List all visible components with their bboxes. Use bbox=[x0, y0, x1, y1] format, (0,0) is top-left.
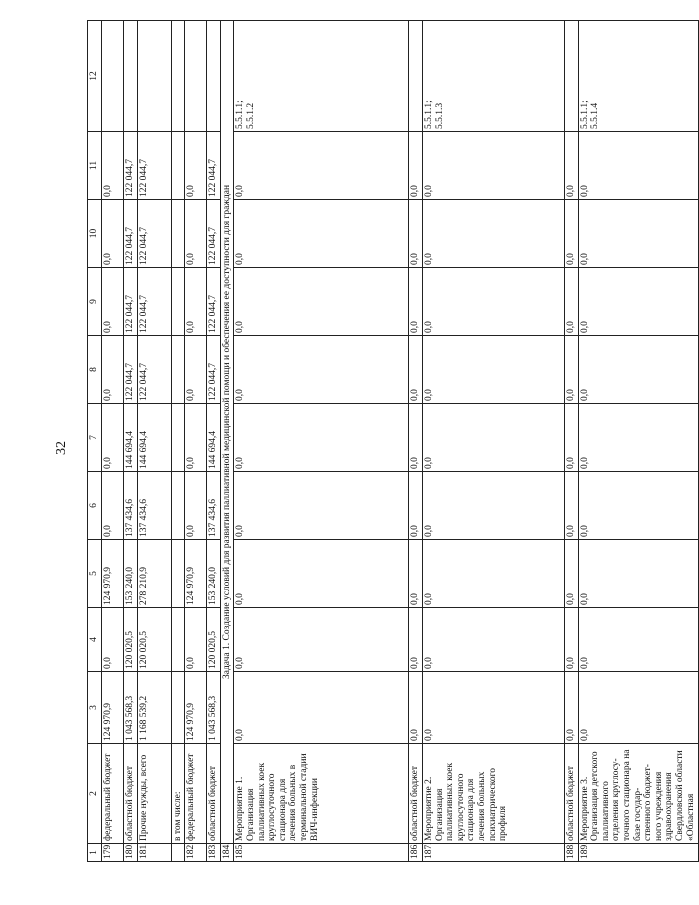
header-cell: 7 bbox=[88, 404, 102, 472]
value-cell: 137 434,6 bbox=[207, 472, 221, 540]
table-body bbox=[88, 21, 699, 862]
row-number-cell bbox=[171, 844, 185, 862]
value-cell: 0,0 bbox=[564, 404, 578, 472]
header-cell: 4 bbox=[88, 608, 102, 672]
value-cell: 0,0 bbox=[422, 268, 564, 336]
value-cell: 0,0 bbox=[564, 268, 578, 336]
value-cell: 0,0 bbox=[564, 200, 578, 268]
value-cell bbox=[171, 472, 185, 540]
ref-cell bbox=[207, 21, 221, 132]
ref-cell bbox=[409, 21, 423, 132]
value-cell: 122 044,7 bbox=[124, 132, 138, 200]
value-cell: 0,0 bbox=[422, 336, 564, 404]
page-number: 32 bbox=[54, 441, 69, 455]
value-cell bbox=[171, 540, 185, 608]
value-cell: 0,0 bbox=[102, 132, 124, 200]
value-cell: 0,0 bbox=[578, 404, 698, 472]
row-number-cell: 184. bbox=[220, 844, 234, 862]
table-row bbox=[207, 21, 221, 862]
value-cell: 122 044,7 bbox=[137, 268, 171, 336]
value-cell: 0,0 bbox=[234, 540, 409, 608]
value-cell: 122 044,7 bbox=[207, 132, 221, 200]
row-name-cell: федеральный бюджет bbox=[102, 744, 124, 844]
value-cell: 0,0 bbox=[409, 608, 423, 672]
ref-cell bbox=[102, 21, 124, 132]
ref-item: 5.5.1.1; bbox=[423, 100, 434, 129]
table-row bbox=[185, 21, 207, 862]
value-cell: 0,0 bbox=[409, 268, 423, 336]
value-cell: 0,0 bbox=[564, 132, 578, 200]
value-cell: 0,0 bbox=[409, 200, 423, 268]
row-number-cell: 180. bbox=[124, 844, 138, 862]
row-name-cell: Прочие нужды, всего bbox=[137, 744, 171, 844]
row-name-cell: областной бюджет bbox=[124, 744, 138, 844]
measure-name-cell: областной бюджет bbox=[564, 744, 578, 844]
value-cell bbox=[171, 336, 185, 404]
row-name-cell: областной бюджет bbox=[207, 744, 221, 844]
value-cell: 144 694,4 bbox=[124, 404, 138, 472]
row-number-cell: 187. bbox=[422, 844, 564, 862]
header-cell: 6 bbox=[88, 472, 102, 540]
value-cell: 124 970,9 bbox=[102, 672, 124, 744]
value-cell: 0,0 bbox=[564, 608, 578, 672]
value-cell: 0,0 bbox=[564, 472, 578, 540]
row-number-cell: 181. bbox=[137, 844, 171, 862]
value-cell bbox=[171, 404, 185, 472]
value-cell: 0,0 bbox=[422, 132, 564, 200]
value-cell: 0,0 bbox=[102, 336, 124, 404]
ref-cell bbox=[422, 21, 564, 132]
value-cell: 0,0 bbox=[564, 672, 578, 744]
measure-name-cell: Мероприятие 1. Организация паллиативных коек круглосуточного стационара для лечения больных в терминальной стадии ВИЧ-инфекции bbox=[234, 744, 409, 844]
value-cell: 0,0 bbox=[409, 336, 423, 404]
value-cell: 0,0 bbox=[578, 132, 698, 200]
row-number-cell: 183. bbox=[207, 844, 221, 862]
value-cell: 0,0 bbox=[185, 132, 207, 200]
value-cell: 1 168 539,2 bbox=[137, 672, 171, 744]
ref-cell bbox=[185, 21, 207, 132]
ref-item: 5.5.1.1; bbox=[235, 100, 246, 129]
value-cell: 0,0 bbox=[409, 472, 423, 540]
row-number-cell: 188. bbox=[564, 844, 578, 862]
header-cell: 9 bbox=[88, 268, 102, 336]
value-cell: 0,0 bbox=[234, 200, 409, 268]
value-cell: 122 044,7 bbox=[137, 200, 171, 268]
ref-cell bbox=[564, 21, 578, 132]
value-cell: 122 044,7 bbox=[124, 200, 138, 268]
value-cell: 0,0 bbox=[578, 608, 698, 672]
row-number-cell: 179. bbox=[102, 844, 124, 862]
value-cell: 0,0 bbox=[234, 404, 409, 472]
ref-cell bbox=[137, 21, 171, 132]
header-row bbox=[88, 21, 102, 862]
value-cell: 0,0 bbox=[234, 672, 409, 744]
value-cell: 122 044,7 bbox=[124, 336, 138, 404]
value-cell: 124 970,9 bbox=[102, 540, 124, 608]
value-cell: 122 044,7 bbox=[207, 200, 221, 268]
table-row bbox=[171, 21, 185, 862]
value-cell: 0,0 bbox=[185, 608, 207, 672]
budget-table bbox=[87, 20, 699, 862]
value-cell: 0,0 bbox=[564, 336, 578, 404]
value-cell bbox=[171, 200, 185, 268]
value-cell bbox=[171, 608, 185, 672]
table-row bbox=[102, 21, 124, 862]
value-cell: 0,0 bbox=[578, 672, 698, 744]
value-cell: 1 043 568,3 bbox=[207, 672, 221, 744]
value-cell: 122 044,7 bbox=[137, 336, 171, 404]
header-cell: 3 bbox=[88, 672, 102, 744]
value-cell: 0,0 bbox=[422, 404, 564, 472]
ref-cell bbox=[171, 21, 185, 132]
row-number-cell: 186. bbox=[409, 844, 423, 862]
value-cell: 120 020,5 bbox=[124, 608, 138, 672]
row-number-cell: 182. bbox=[185, 844, 207, 862]
header-cell: 8 bbox=[88, 336, 102, 404]
measure-name-cell: областной бюджет bbox=[409, 744, 423, 844]
value-cell: 122 044,7 bbox=[137, 132, 171, 200]
value-cell: 0,0 bbox=[234, 336, 409, 404]
value-cell: 0,0 bbox=[409, 672, 423, 744]
ref-item: 5.5.1.1; bbox=[579, 100, 590, 129]
ref-item: 5.5.1.4 bbox=[590, 102, 601, 129]
value-cell bbox=[171, 268, 185, 336]
row-name-cell: в том числе: bbox=[171, 744, 185, 844]
value-cell: 0,0 bbox=[422, 540, 564, 608]
value-cell: 120 020,5 bbox=[207, 608, 221, 672]
ref-cell bbox=[578, 21, 698, 132]
measure-name-cell: Мероприятие 3. Организация детского паллиативного отделения круглосу- точного стационара на базе государ- ственного бюджет- ного учреждения здравоохранения Свердловской области «Областная bbox=[578, 744, 698, 844]
value-cell: 137 434,6 bbox=[124, 472, 138, 540]
ref-item: 5.5.1.3 bbox=[434, 102, 445, 129]
value-cell: 124 970,9 bbox=[185, 672, 207, 744]
row-name-cell: федеральный бюджет bbox=[185, 744, 207, 844]
task-row bbox=[220, 21, 234, 862]
header-cell: 1 bbox=[88, 844, 102, 862]
table-row bbox=[137, 21, 171, 862]
ref-item: 5.5.1.2 bbox=[245, 102, 256, 129]
header-cell: 10 bbox=[88, 200, 102, 268]
header-cell: 2 bbox=[88, 744, 102, 844]
value-cell: 0,0 bbox=[234, 608, 409, 672]
header-cell: 12 bbox=[88, 21, 102, 132]
value-cell: 0,0 bbox=[102, 472, 124, 540]
value-cell: 1 043 568,3 bbox=[124, 672, 138, 744]
header-cell: 5 bbox=[88, 540, 102, 608]
value-cell: 144 694,4 bbox=[137, 404, 171, 472]
measure-row bbox=[234, 21, 409, 862]
measure-row bbox=[422, 21, 564, 862]
value-cell: 0,0 bbox=[578, 472, 698, 540]
value-cell: 0,0 bbox=[185, 200, 207, 268]
value-cell: 144 694,4 bbox=[207, 404, 221, 472]
value-cell: 0,0 bbox=[102, 200, 124, 268]
value-cell bbox=[171, 672, 185, 744]
value-cell: 278 210,9 bbox=[137, 540, 171, 608]
value-cell: 137 434,6 bbox=[137, 472, 171, 540]
value-cell: 0,0 bbox=[578, 200, 698, 268]
value-cell: 0,0 bbox=[578, 540, 698, 608]
value-cell: 0,0 bbox=[185, 268, 207, 336]
value-cell: 0,0 bbox=[578, 336, 698, 404]
value-cell: 0,0 bbox=[185, 472, 207, 540]
value-cell: 0,0 bbox=[409, 540, 423, 608]
value-cell: 0,0 bbox=[185, 404, 207, 472]
value-cell: 0,0 bbox=[422, 472, 564, 540]
value-cell: 120 020,5 bbox=[137, 608, 171, 672]
value-cell: 0,0 bbox=[185, 336, 207, 404]
value-cell: 122 044,7 bbox=[207, 268, 221, 336]
value-cell: 0,0 bbox=[578, 268, 698, 336]
measure-name-cell: Мероприятие 2. Организация паллиативных коек круглосуточного стационара для лечения больных психиатрического профиля bbox=[422, 744, 564, 844]
value-cell: 122 044,7 bbox=[207, 336, 221, 404]
ref-cell bbox=[124, 21, 138, 132]
ref-cell bbox=[234, 21, 409, 132]
header-cell: 11 bbox=[88, 132, 102, 200]
measure-row bbox=[409, 21, 423, 862]
value-cell: 0,0 bbox=[102, 404, 124, 472]
task-title-cell: Задача 1. Создание условий для развития паллиативной медицинской помощи и обеспечения ее доступности для граждан bbox=[220, 21, 234, 844]
value-cell: 153 240,0 bbox=[207, 540, 221, 608]
value-cell: 0,0 bbox=[409, 404, 423, 472]
measure-row bbox=[578, 21, 698, 862]
value-cell: 0,0 bbox=[564, 540, 578, 608]
value-cell: 0,0 bbox=[102, 608, 124, 672]
value-cell: 0,0 bbox=[422, 608, 564, 672]
value-cell: 0,0 bbox=[234, 472, 409, 540]
value-cell: 124 970,9 bbox=[185, 540, 207, 608]
measure-row bbox=[564, 21, 578, 862]
rotated-table-container bbox=[87, 55, 696, 862]
value-cell bbox=[171, 132, 185, 200]
row-number-cell: 185. bbox=[234, 844, 409, 862]
row-number-cell: 189. bbox=[578, 844, 698, 862]
value-cell: 0,0 bbox=[409, 132, 423, 200]
value-cell: 0,0 bbox=[422, 200, 564, 268]
value-cell: 0,0 bbox=[102, 268, 124, 336]
value-cell: 153 240,0 bbox=[124, 540, 138, 608]
table-row bbox=[124, 21, 138, 862]
value-cell: 0,0 bbox=[234, 132, 409, 200]
value-cell: 122 044,7 bbox=[124, 268, 138, 336]
value-cell: 0,0 bbox=[234, 268, 409, 336]
value-cell: 0,0 bbox=[422, 672, 564, 744]
